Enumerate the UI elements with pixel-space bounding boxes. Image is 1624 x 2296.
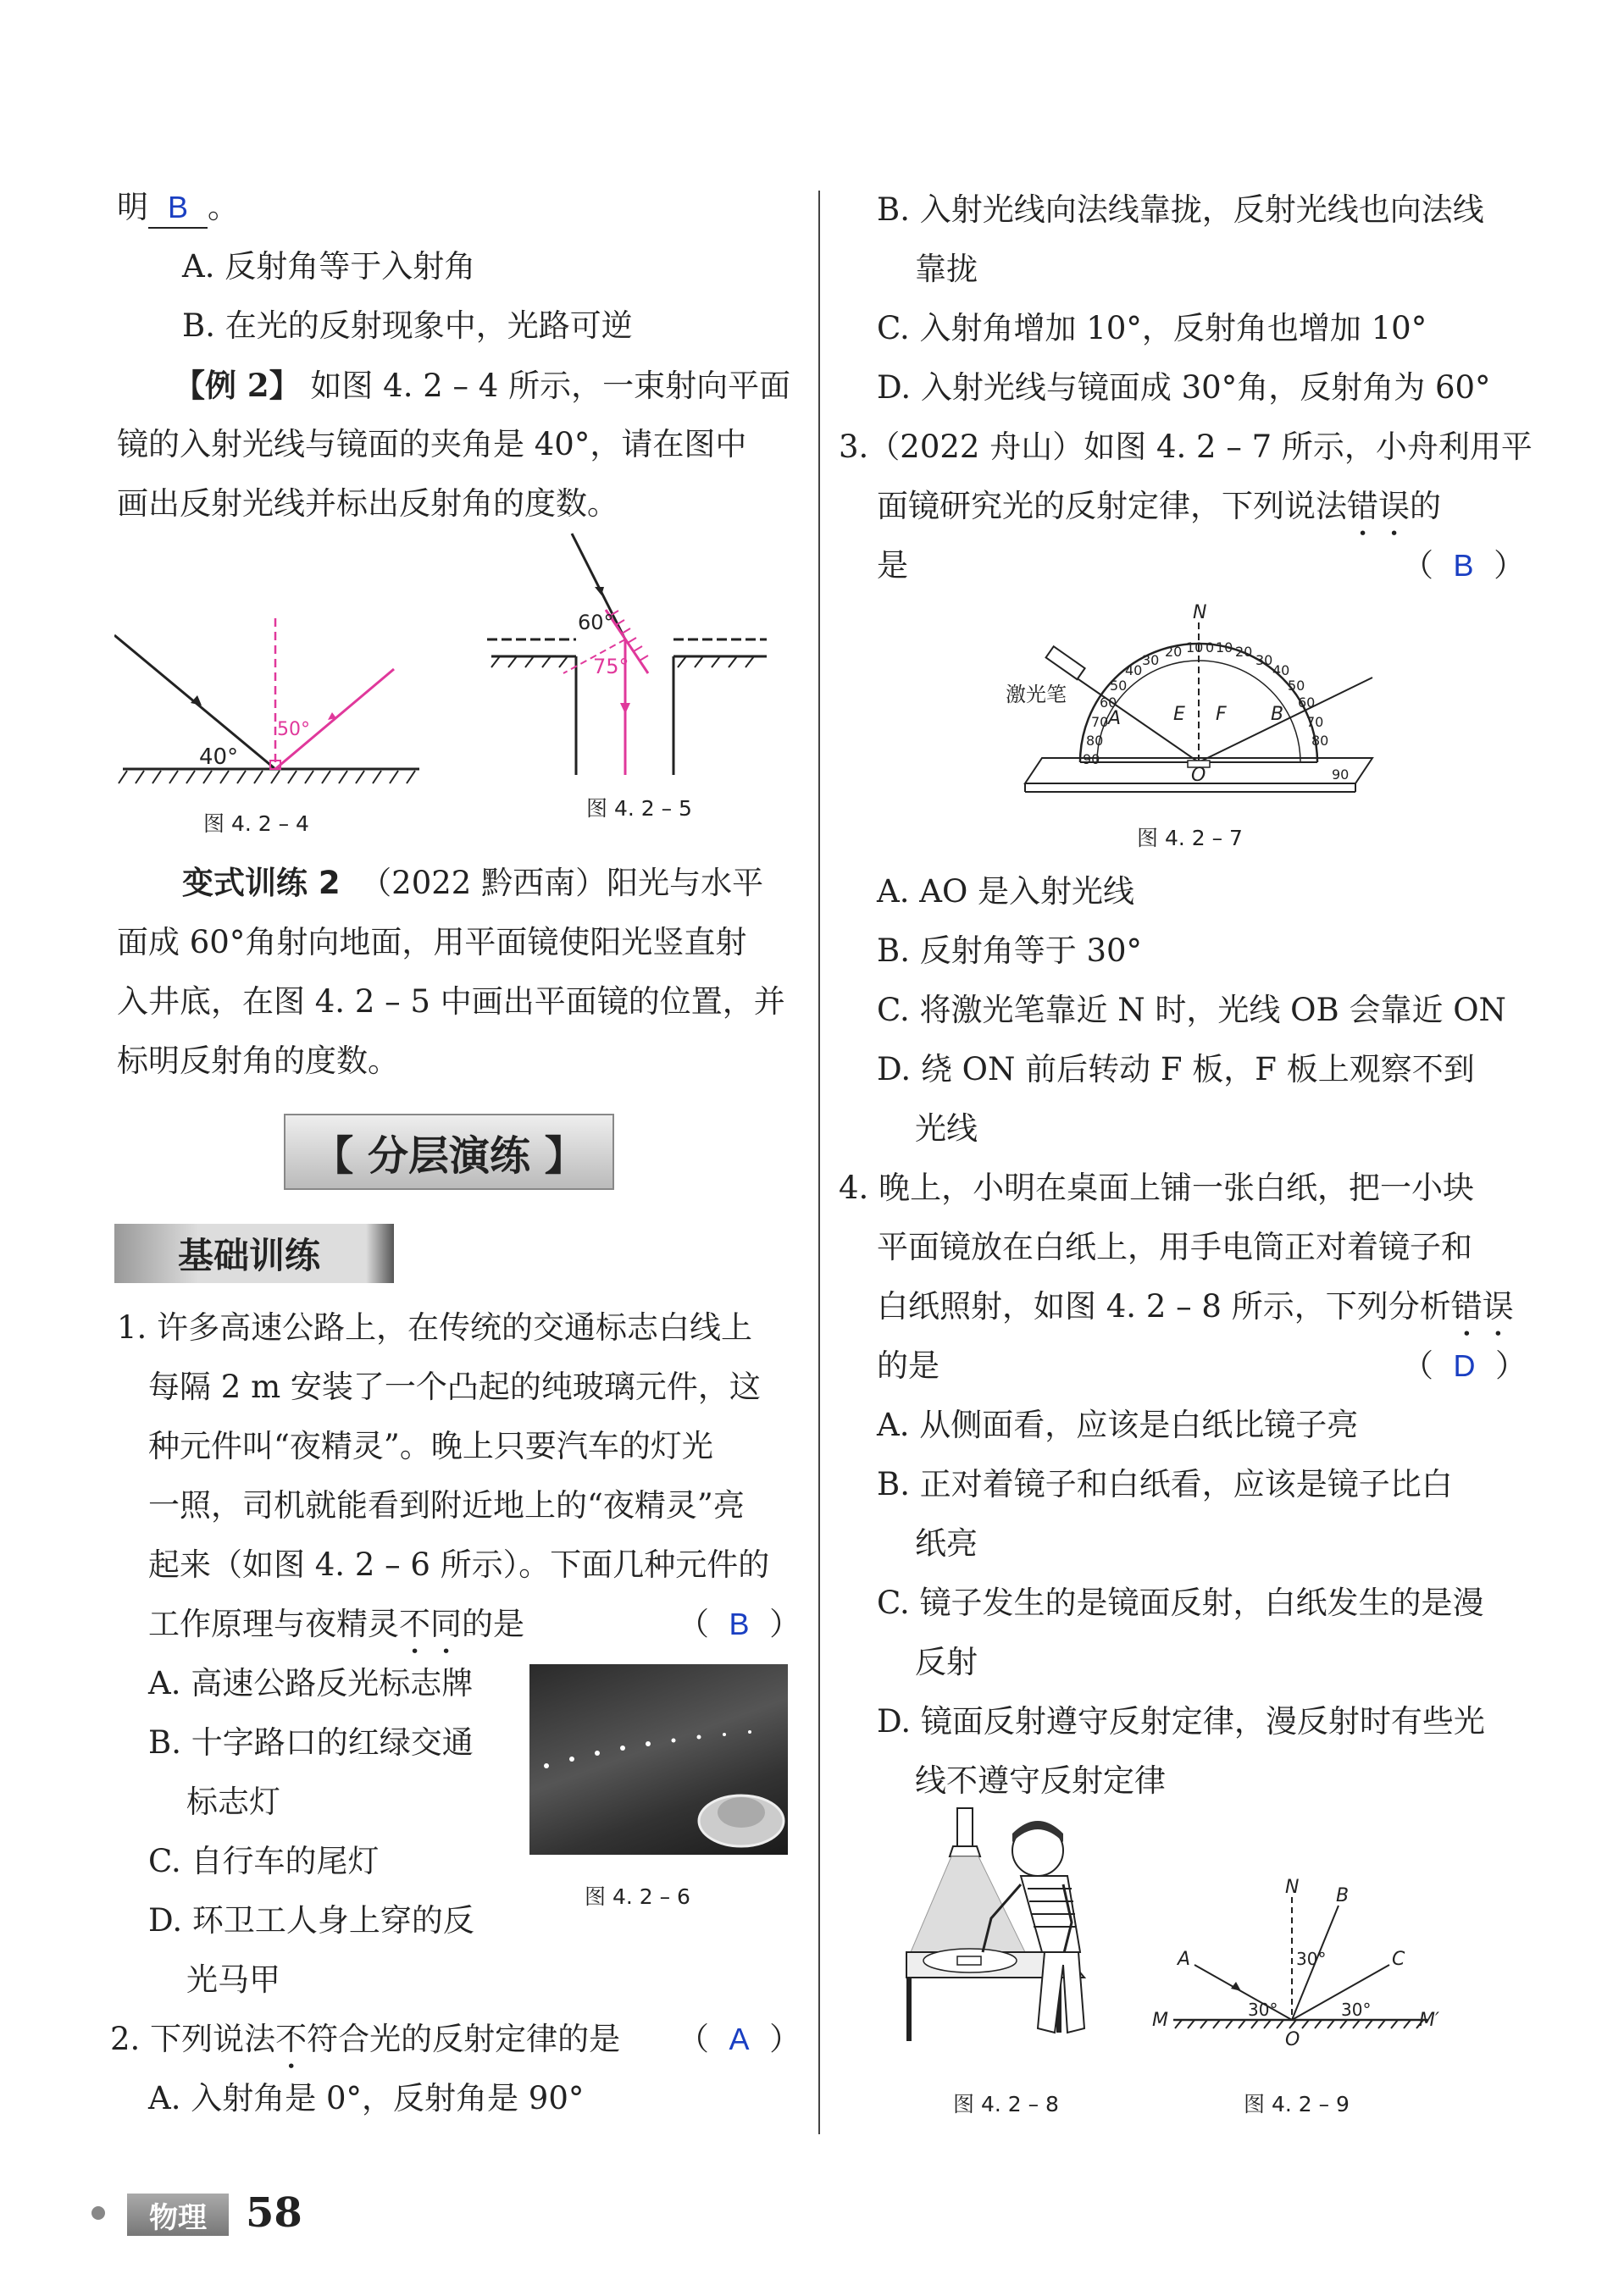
figure-4-2-9-caption: 图 4. 2 – 9 [1244, 2092, 1350, 2116]
line-prefix: 明 B 。 [117, 188, 239, 229]
angle-60: 60° [578, 611, 614, 634]
svg-text:80: 80 [1086, 733, 1104, 749]
q2-line1: 2. 下列说法不符合光的反射定律的是 [110, 2021, 621, 2057]
svg-text:20: 20 [1165, 644, 1183, 660]
figure-4-2-9 [1148, 1872, 1444, 2058]
q4-line4: 的是 [877, 1347, 939, 1384]
q4-line2: 平面镜放在白纸上，用手电筒正对着镜子和 [877, 1229, 1472, 1265]
variant-line3: 入井底，在图 4. 2 – 5 中画出平面镜的位置，并 [117, 983, 785, 1020]
flashlight [957, 1808, 973, 1846]
q1-line3: 种元件叫“夜精灵”。晚上只要汽车的灯光 [148, 1428, 713, 1464]
section-title: 【 分层演练 】 [284, 1114, 614, 1190]
svg-text:60: 60 [1298, 694, 1316, 711]
angle-75: 75° [593, 655, 629, 678]
example-2: 【例 2】 如图 4. 2 – 4 所示，一束射向平面 [174, 367, 791, 404]
q4-option-b1: B. 正对着镜子和白纸看，应该是镜子比白 [877, 1466, 1453, 1502]
angle-50: 50° [277, 719, 310, 740]
q4-option-c2: 反射 [915, 1644, 978, 1680]
q1-option-b2: 标志灯 [186, 1784, 280, 1820]
q1-option-c: C. 自行车的尾灯 [148, 1843, 380, 1879]
label-A: A [1178, 1949, 1191, 1970]
q4-option-d1: D. 镜面反射遵守反射定律，漫反射时有些光 [877, 1703, 1485, 1740]
svg-text:40: 40 [1125, 662, 1143, 678]
q2-option-b1: B. 入射光线向法线靠拢，反射光线也向法线 [877, 191, 1484, 228]
label-O: O [1191, 765, 1206, 786]
q1-option-b1: B. 十字路口的红绿交通 [148, 1724, 474, 1761]
column-divider [818, 191, 820, 2134]
example-2-line2: 镜的入射光线与镜面的夹角是 40°，请在图中 [117, 426, 747, 462]
svg-text:90: 90 [1083, 751, 1100, 767]
q1-option-d1: D. 环卫工人身上穿的反 [148, 1902, 474, 1939]
label-F: F [1216, 704, 1227, 725]
option-a: A. 反射角等于入射角 [182, 248, 476, 285]
label-B: B [1336, 1885, 1350, 1906]
angle-30-right: 30° [1341, 2000, 1372, 2020]
q1-answer: （ B ） [678, 1606, 801, 1642]
q1-line4: 一照，司机就能看到附近地上的“夜精灵”亮 [148, 1487, 745, 1524]
svg-text:40: 40 [1272, 662, 1290, 678]
figure-4-2-7-caption: 图 4. 2 – 7 [1137, 826, 1243, 850]
svg-text:70: 70 [1091, 714, 1109, 730]
example-tag: 【例 2】 [174, 367, 301, 404]
subsection-title: 基础训练 [114, 1224, 394, 1283]
label-E: E [1173, 704, 1185, 725]
q3-line3: 是 [877, 547, 908, 584]
q2-option-b2: 靠拢 [915, 251, 978, 287]
q1-line6: 工作原理与夜精灵不同的是 [148, 1606, 524, 1642]
q4-line3: 白纸照射，如图 4. 2 – 8 所示，下列分析错误 [877, 1288, 1514, 1325]
figure-4-2-4 [114, 593, 436, 796]
q3-line1: 3.（2022 舟山）如图 4. 2 – 7 所示，小舟利用平 [839, 429, 1533, 465]
q1-option-d2: 光马甲 [186, 1961, 280, 1998]
label-A: A [1108, 708, 1122, 729]
figure-4-2-8 [902, 1804, 1135, 2045]
q2-option-d: D. 入射光线与镜面成 30°角，反射角为 60° [877, 369, 1491, 406]
q2-option-a: A. 入射角是 0°，反射角是 90° [148, 2080, 585, 2116]
label-C: C [1392, 1949, 1405, 1970]
q3-option-c: C. 将激光笔靠近 N 时，光线 OB 会靠近 ON [877, 992, 1506, 1028]
figure-4-2-8-caption: 图 4. 2 – 8 [953, 2092, 1059, 2116]
q3-option-a: A. AO 是入射光线 [877, 873, 1135, 910]
q2-option-c: C. 入射角增加 10°，反射角也增加 10° [877, 310, 1427, 346]
laser-pen-label: 激光笔 [1006, 683, 1067, 706]
svg-text:50: 50 [1288, 678, 1305, 694]
label-M: M [1152, 2010, 1168, 2031]
label-M-prime: M′ [1419, 2010, 1439, 2031]
q4-option-b2: 纸亮 [915, 1525, 978, 1562]
svg-text:50: 50 [1110, 678, 1128, 694]
laser-pen [1046, 646, 1085, 679]
variant-training-2: 变式训练 2 （2022 黔西南）阳光与水平 [182, 865, 764, 901]
subject-tag: 物理 [127, 2194, 229, 2236]
night-road-photo [529, 1664, 788, 1855]
label-N: N [1285, 1877, 1300, 1898]
q4-answer: （ D ） [1402, 1347, 1527, 1384]
q1-line2: 每隔 2 m 安装了一个凸起的纯玻璃元件，这 [148, 1369, 761, 1405]
answer-blank: B [148, 188, 208, 229]
label-O: O [1285, 2029, 1300, 2050]
q3-option-d1: D. 绕 ON 前后转动 F 板，F 板上观察不到 [877, 1051, 1475, 1087]
figure-4-2-5-caption: 图 4. 2 – 5 [586, 796, 692, 821]
bullet-icon [91, 2206, 105, 2220]
variant-line4: 标明反射角的度数。 [117, 1043, 399, 1079]
q1-option-a: A. 高速公路反光标志牌 [148, 1665, 474, 1701]
angle-30-left: 30° [1248, 2000, 1278, 2020]
q3-option-b: B. 反射角等于 30° [877, 932, 1143, 969]
svg-text:30: 30 [1255, 652, 1273, 668]
q3-line2: 面镜研究光的反射定律，下列说法错误的 [877, 488, 1441, 524]
q1-line5: 起来（如图 4. 2 – 6 所示）。下面几种元件的 [148, 1546, 770, 1583]
page-number: 58 [246, 2189, 302, 2237]
option-b: B. 在光的反射现象中，光路可逆 [182, 307, 633, 344]
q4-option-d2: 线不遵守反射定律 [915, 1762, 1166, 1799]
figure-4-2-6-caption: 图 4. 2 – 6 [585, 1884, 690, 1909]
q2-answer: （ A ） [678, 2021, 801, 2057]
svg-text:60: 60 [1100, 694, 1117, 711]
label-B: B [1271, 704, 1284, 725]
q4-option-c1: C. 镜子发生的是镜面反射，白纸发生的是漫 [877, 1585, 1484, 1621]
q1-line1: 1. 许多高速公路上，在传统的交通标志白线上 [117, 1309, 753, 1346]
variant-line2: 面成 60°角射向地面，用平面镜使阳光竖直射 [117, 924, 747, 960]
svg-text:70: 70 [1306, 714, 1324, 730]
q3-option-d2: 光线 [915, 1110, 978, 1147]
figure-4-2-4-caption: 图 4. 2 – 4 [203, 811, 309, 836]
q4-line1: 4. 晚上，小明在桌面上铺一张白纸，把一小块 [839, 1170, 1475, 1206]
svg-text:90: 90 [1332, 766, 1350, 783]
figure-4-2-5 [483, 529, 771, 783]
svg-text:10: 10 [1186, 639, 1204, 656]
svg-text:0: 0 [1206, 639, 1215, 656]
label-N: N [1193, 602, 1207, 623]
svg-text:30: 30 [1142, 652, 1160, 668]
svg-text:80: 80 [1311, 733, 1329, 749]
light-beam [911, 1856, 1025, 1952]
example-2-line3: 画出反射光线并标出反射角的度数。 [117, 485, 618, 522]
angle-40: 40° [199, 744, 239, 770]
q4-option-a: A. 从侧面看，应该是白纸比镜子亮 [877, 1407, 1359, 1443]
angle-30-normal: 30° [1296, 1949, 1327, 1969]
svg-text:20: 20 [1235, 644, 1253, 660]
svg-text:10: 10 [1216, 639, 1233, 656]
q3-answer: （ B ） [1402, 547, 1526, 584]
